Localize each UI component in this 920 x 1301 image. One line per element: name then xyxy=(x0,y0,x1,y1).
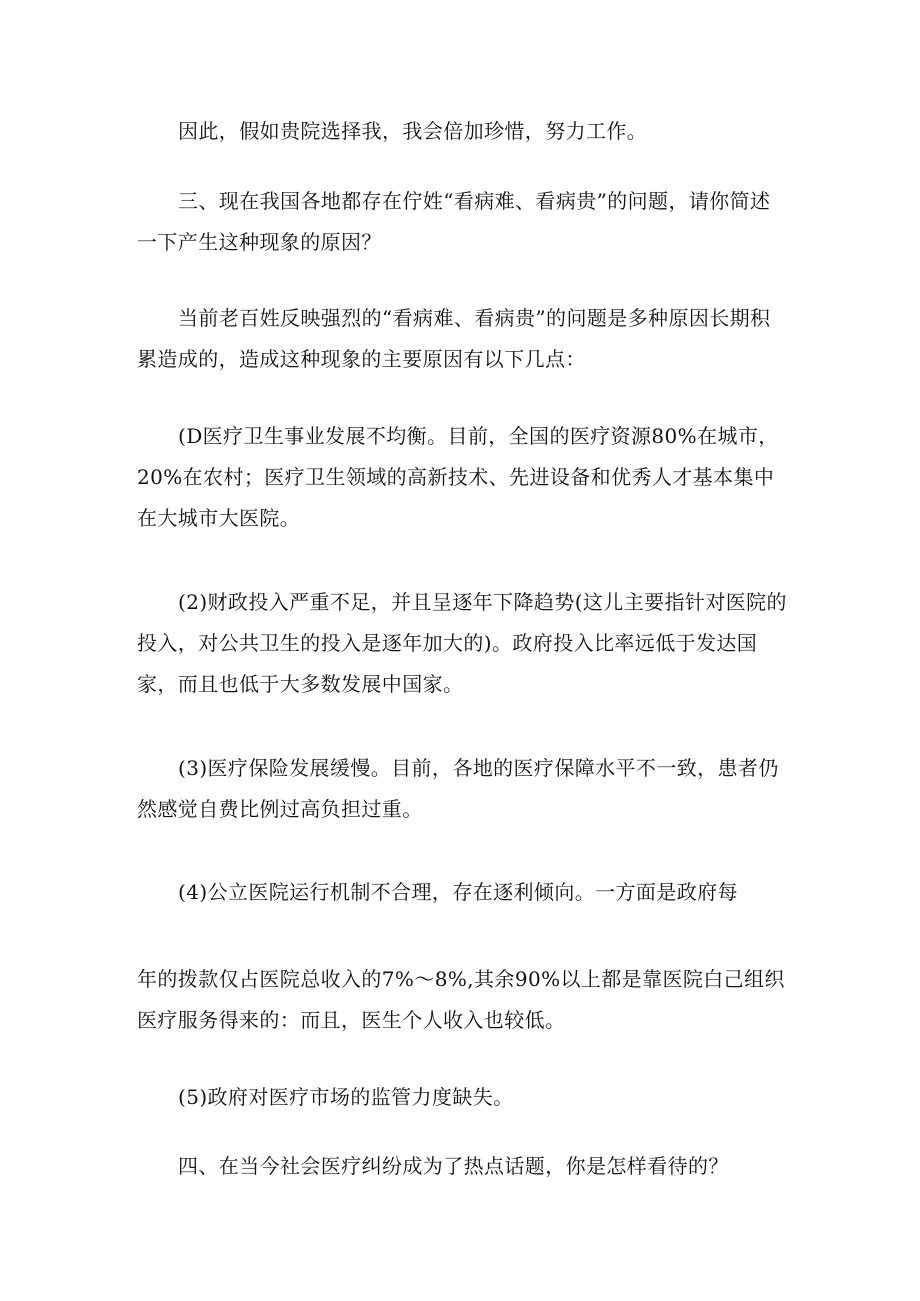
reason-four-continued: 年的拨款仅占医院总收入的7%～8%,其余90%以上都是靠医院白己组织医疗服务得来的：而且，医生个人收入也较低。 xyxy=(137,967,785,1032)
question-three: 三、现在我国各地都存在佇姓“看病难、看病贵”的问题，请你简述一下产生这种现象的原因？ xyxy=(137,189,771,254)
reason-one: (D医疗卫生事业发展不均衡。目前，全国的医疗资源80%在城市，20%在农村；医疗卫生领域的高新技术、先进设备和优秀人才基本集中在大城市大医院。 xyxy=(137,424,779,530)
reason-two: (2)财政投入严重不足，并且呈逐年下降趋势(这儿主要指针对医院的投入，对公共卫生的投入是逐年加大的)。政府投入比率远低于发达国家，而且也低于大多数发展中国家。 xyxy=(137,590,787,696)
reason-three: (3)医疗保险发展缓慢。目前，各地的医疗保障水平不一致，患者仍然感觉自费比例过高负担过重。 xyxy=(137,756,779,821)
paragraph-conclusion: 因此，假如贵院选择我，我会倍加珍惜，努力工作。 xyxy=(178,119,648,143)
question-four: 四、在当今社会医疗纠纷成为了热点话题，你是怎样看待的？ xyxy=(178,1154,729,1178)
reason-five: (5)政府对医疗市场的监管力度缺失。 xyxy=(178,1085,514,1109)
reason-four-start: (4)公立医院运行机制不合理，存在逐利倾向。一方面是政府每 xyxy=(178,880,738,904)
answer-intro: 当前老百姓反映强烈的“看病难、看病贵”的问题是多种原因长期积累造成的，造成这种现象的主要原因有以下几点： xyxy=(137,306,771,371)
